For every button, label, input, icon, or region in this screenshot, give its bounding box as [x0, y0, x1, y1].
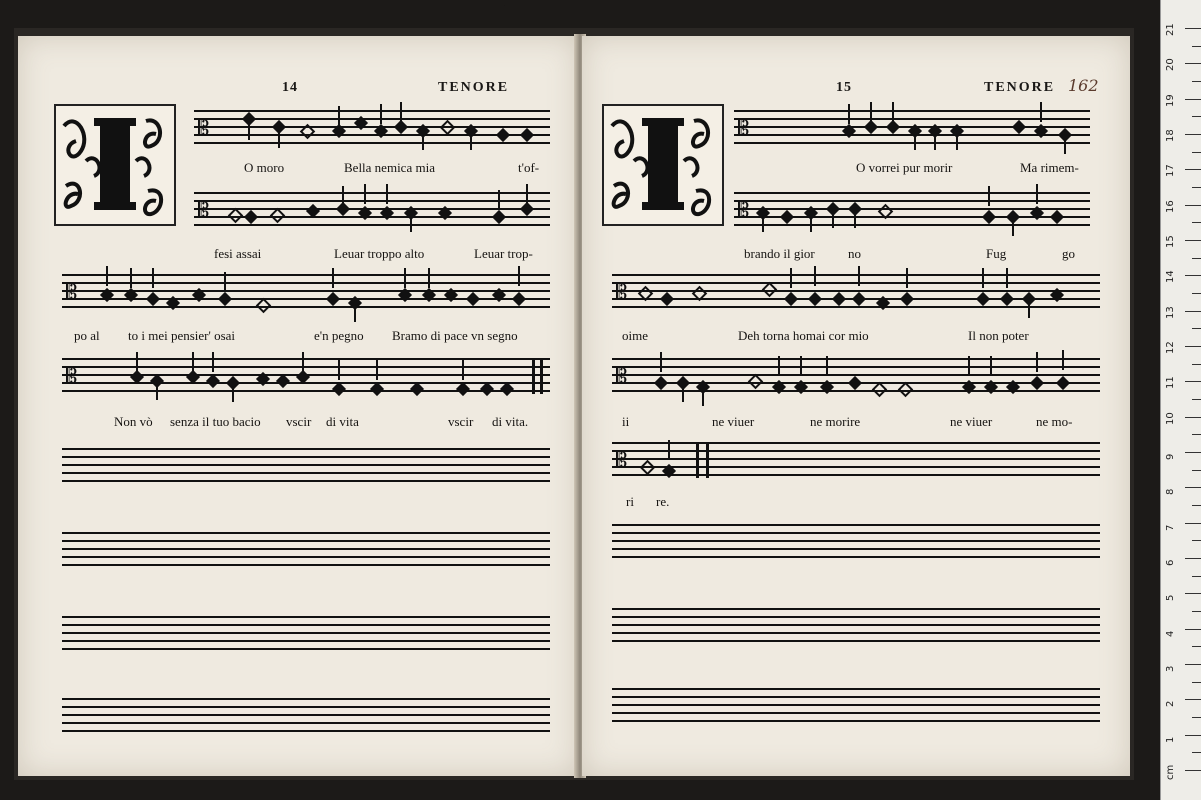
ruler-tick	[1185, 523, 1201, 524]
ruler-label: 20	[1165, 58, 1176, 72]
ruler-tick	[1192, 222, 1201, 223]
ruler-label: 18	[1165, 129, 1176, 142]
ruler-tick	[1192, 152, 1201, 153]
left-page	[18, 36, 579, 776]
empty-staff	[62, 616, 550, 652]
ruler-tick	[1192, 682, 1201, 683]
c-clef-icon: 𝄡	[66, 364, 78, 388]
ruler-tick	[1185, 558, 1201, 559]
lyric-line: ne morire	[810, 414, 861, 429]
lyric-line: go	[1062, 246, 1075, 261]
ruler-tick	[1192, 258, 1201, 259]
lyric-line: di vita	[326, 414, 359, 429]
lyric-line: to i mei pensier' osai	[128, 328, 236, 343]
left-staff-4	[62, 358, 550, 394]
ruler-tick	[1185, 417, 1201, 418]
ruler-tick	[1185, 593, 1201, 594]
lyric-line: ri	[626, 494, 634, 509]
ruler-tick	[1192, 187, 1201, 188]
lyric-line: O moro	[244, 160, 285, 175]
ruler-tick	[1192, 646, 1201, 647]
empty-staff	[612, 608, 1100, 644]
c-clef-icon: 𝄡	[198, 198, 210, 222]
lyric-line: e'n pegno	[314, 328, 364, 343]
ruler-label: 11	[1165, 376, 1176, 390]
ruler-tick	[1192, 293, 1201, 294]
c-clef-icon: 𝄡	[616, 448, 628, 472]
ruler-tick	[1192, 399, 1201, 400]
ruler-label: 2	[1165, 700, 1176, 708]
lyric-line: Non vò	[114, 414, 153, 429]
lyric-line: t'of-	[518, 160, 540, 175]
ruler-label: 13	[1165, 305, 1176, 319]
ruler-tick	[1185, 735, 1201, 736]
ruler-tick	[1185, 770, 1201, 771]
ruler-label: 3	[1165, 665, 1176, 672]
c-clef-icon: 𝄡	[198, 116, 210, 140]
c-clef-icon: 𝄡	[66, 280, 78, 304]
c-clef-icon: 𝄡	[616, 280, 628, 304]
lyric-line: ne viuer	[950, 414, 993, 429]
ruler-unit-label: cm	[1165, 764, 1176, 780]
ruler-label: 21	[1165, 23, 1176, 36]
lyric-line: senza il tuo bacio	[170, 414, 261, 429]
ruler-tick	[1185, 699, 1201, 700]
ruler-label: 7	[1165, 524, 1176, 531]
ruler-tick	[1192, 470, 1201, 471]
ruler-tick	[1192, 46, 1201, 47]
lyric-line: Deh torna homai cor mio	[738, 328, 869, 343]
ruler-label: 16	[1165, 199, 1176, 213]
ruler-tick	[1185, 381, 1201, 382]
lyric-line: vscir	[448, 414, 474, 429]
lyric-line: Bramo di pace vn segno	[392, 328, 518, 343]
ruler-tick	[1192, 364, 1201, 365]
left-voice-label: TENORE	[438, 80, 510, 95]
left-page-number: 14	[282, 80, 298, 95]
ruler-tick	[1192, 717, 1201, 718]
ruler-tick	[1192, 752, 1201, 753]
ruler-label: 10	[1165, 411, 1176, 425]
c-clef-icon: 𝄡	[738, 116, 750, 140]
lyric-line: re.	[656, 494, 670, 509]
ruler-tick	[1185, 28, 1201, 29]
lyric-line: O vorrei pur morir	[856, 160, 953, 175]
ruler-tick	[1192, 540, 1201, 541]
ruler-tick	[1185, 169, 1201, 170]
ruler-label: 15	[1165, 235, 1176, 248]
ruler-label: 14	[1165, 270, 1176, 284]
ruler-tick	[1185, 63, 1201, 64]
measurement-ruler	[1160, 0, 1201, 800]
right-staff-4	[612, 358, 1100, 394]
ruler-label: 9	[1165, 453, 1176, 460]
empty-staff	[612, 688, 1100, 724]
lyric-line: Fug	[986, 246, 1007, 261]
lyric-line: Bella nemica mia	[344, 160, 435, 175]
lyric-line: Leuar trop-	[474, 246, 533, 261]
lyric-line: oime	[622, 328, 648, 343]
ruler-tick	[1192, 116, 1201, 117]
lyric-line: ne viuer	[712, 414, 755, 429]
ruler-label: 5	[1165, 594, 1176, 602]
empty-staff	[62, 448, 550, 484]
ruler-label: 4	[1165, 630, 1176, 637]
ruler-tick	[1185, 275, 1201, 276]
right-staff-1	[734, 110, 1090, 146]
ruler-label: 6	[1165, 559, 1176, 566]
empty-staff	[62, 532, 550, 568]
lyric-line: po al	[74, 328, 100, 343]
ruler-tick	[1185, 205, 1201, 206]
lyric-line: Il non poter	[968, 328, 1029, 343]
ornament-initial-icon	[56, 106, 174, 224]
ruler-tick	[1192, 434, 1201, 435]
ruler-tick	[1185, 629, 1201, 630]
initial-letter-text: I	[504, 6, 505, 7]
lyric-line: ii	[622, 414, 630, 429]
empty-staff	[612, 524, 1100, 560]
lyric-line: Leuar troppo alto	[334, 246, 425, 261]
lyric-line: no	[848, 246, 861, 261]
ruler-tick	[1192, 328, 1201, 329]
lyric-line: Ma rimem-	[1020, 160, 1079, 175]
ruler-label: 17	[1165, 164, 1176, 178]
left-staff-3	[62, 274, 550, 310]
ruler-tick	[1185, 240, 1201, 241]
ruler-label: 12	[1165, 341, 1176, 354]
ruler-tick	[1192, 576, 1201, 577]
ruler-tick	[1185, 99, 1201, 100]
right-staff-5	[612, 442, 1100, 478]
ruler-tick	[1185, 346, 1201, 347]
ruler-tick	[1185, 664, 1201, 665]
right-voice-label: TENORE	[984, 80, 1056, 95]
right-staff-3	[612, 274, 1100, 310]
ruler-tick	[1192, 611, 1201, 612]
right-staff-2	[734, 192, 1090, 228]
ruler-tick	[1185, 311, 1201, 312]
empty-staff	[62, 698, 550, 734]
open-book	[14, 6, 1134, 780]
left-staff-1	[194, 110, 550, 146]
left-staff-2	[194, 192, 550, 228]
c-clef-icon: 𝄡	[616, 364, 628, 388]
ruler-label: 19	[1165, 93, 1176, 107]
handwritten-folio-number: 162	[1068, 76, 1099, 95]
c-clef-icon: 𝄡	[738, 198, 750, 222]
left-decorated-initial	[54, 104, 176, 226]
ruler-label: 8	[1165, 488, 1176, 496]
lyric-line: brando il gior	[744, 246, 815, 261]
lyric-line: vscir	[286, 414, 312, 429]
ruler-tick	[1192, 81, 1201, 82]
ruler-tick	[1192, 505, 1201, 506]
lyric-line: di vita.	[492, 414, 529, 429]
ruler-label: 1	[1165, 736, 1176, 743]
lyric-line: ne mo-	[1036, 414, 1073, 429]
ruler-tick	[1185, 134, 1201, 135]
ruler-tick	[1185, 487, 1201, 488]
ruler-tick	[1185, 452, 1201, 453]
lyric-line: fesi assai	[214, 246, 262, 261]
right-page-number: 15	[836, 80, 852, 95]
